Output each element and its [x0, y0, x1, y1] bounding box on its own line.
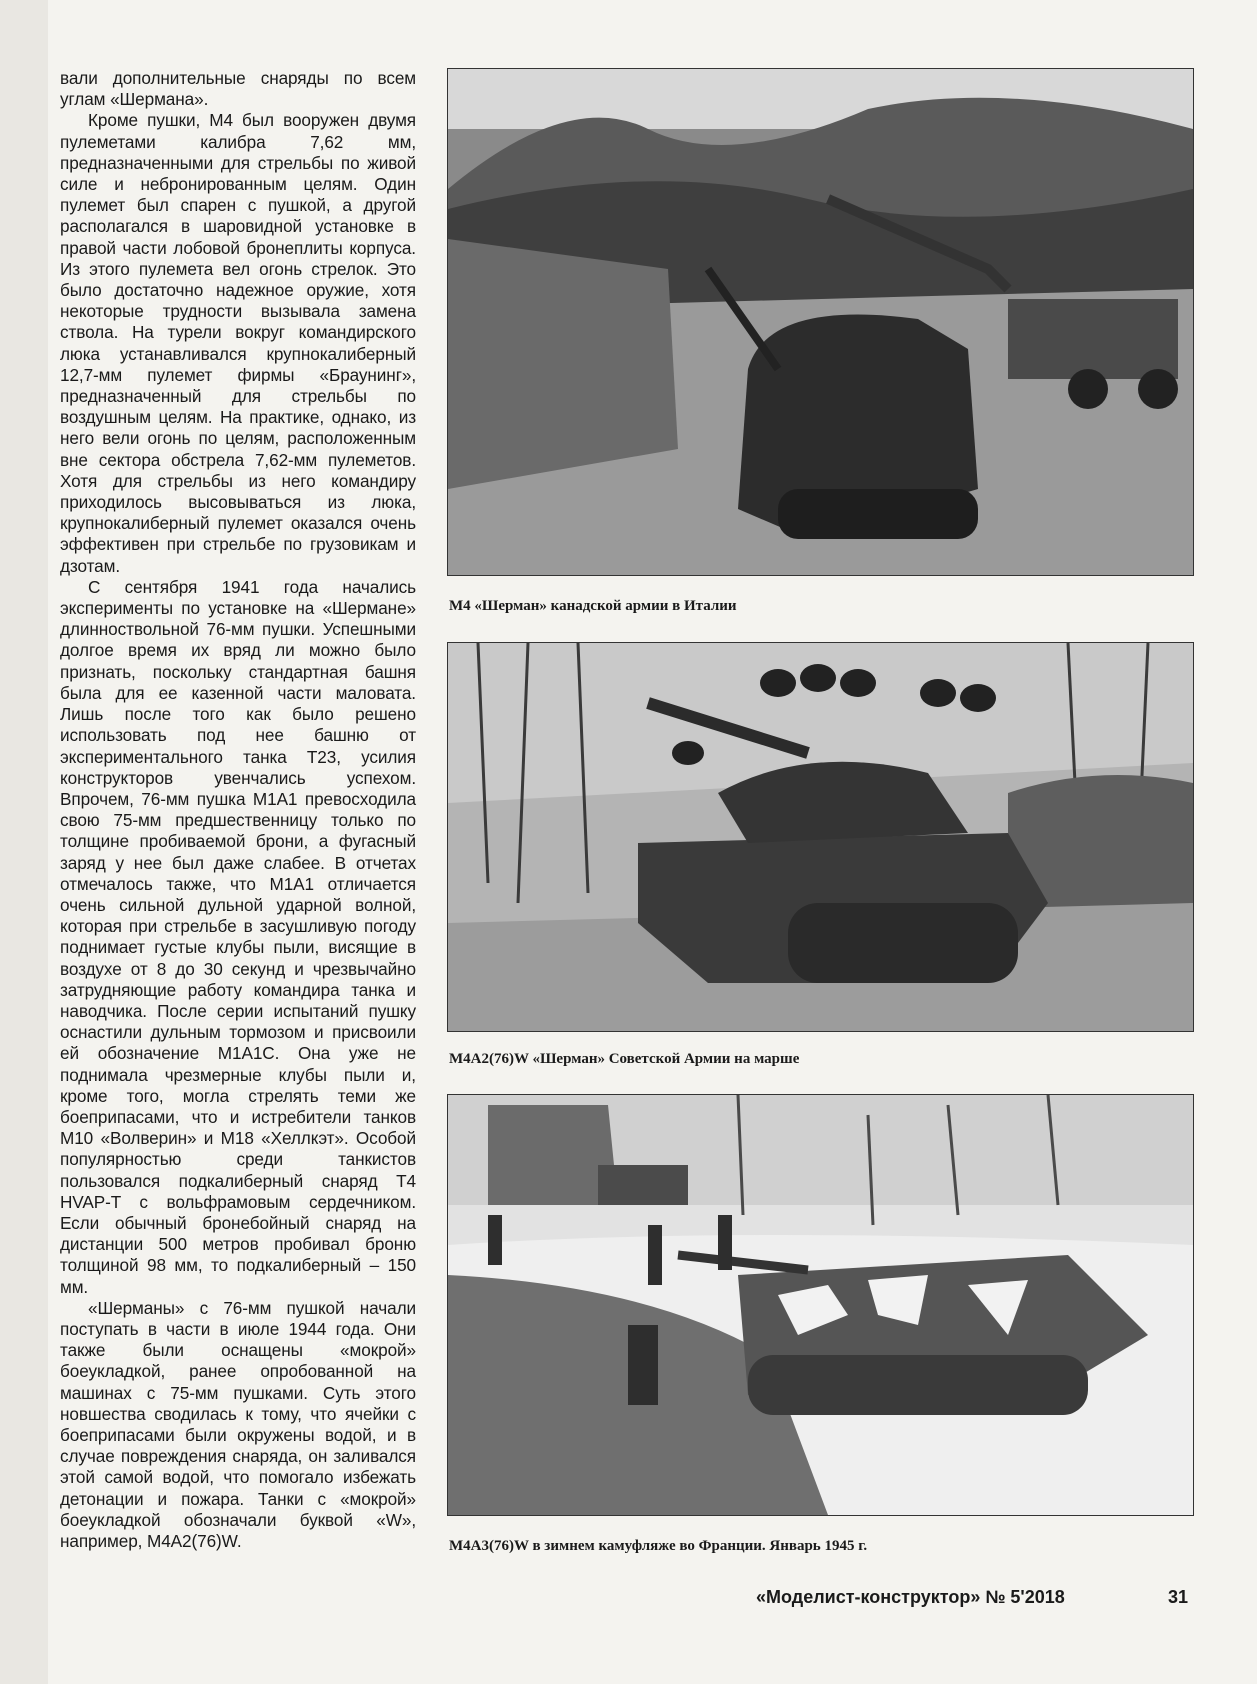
- photo-caption: М4А2(76)W «Шерман» Советской Армии на марше: [449, 1051, 800, 1067]
- page-number: 31: [1168, 1587, 1189, 1607]
- article-paragraph: С сентября 1941 года начались эксперименты по установке на «Шермане» длинноствольной 76-мм пушки. Успешными долгое время их вряд ли можно было признать, поскольку стандартная башня была для ее казенной части маловата. Лишь после того как было решено использовать под нее башню от экспериментального танка Т23, усилия конструкторов увенчались успехом. Впрочем, 76-мм пушка М1А1 превосходила свою 75-мм предшественницу только по толщине пробиваемой брони, а фугасный заряд у нее был даже слабее. В отчетах отмечалось также, что М1А1 отличается очень сильной дульной ударной волной, которая при стрельбе в засушливую погоду поднимает густые клубы пыли, висящие в воздухе от 8 до 30 секунд и чрезвычайно затрудняющие работу командира танка и наводчика. После серии испытаний пушку оснастили дульным тормозом и присвоили ей обозначение М1А1С. Она уже не поднимала чрезмерные клубы пыли и, кроме того, могла стрелять теми же боеприпасами, что и истребители танков М10 «Волверин» и М18 «Хеллкэт». Особой популярностью среди танкистов пользовался подкалиберный снаряд Т4 HVAP-T с вольфрамовым сердечником. Если обычный бронебойный снаряд на дистанции 500 метров пробивал броню толщиной 98 мм, то подкалиберный – 150 мм.: [60, 576, 416, 1297]
- article-paragraph: «Шерманы» с 76-мм пушкой начали поступать в части в июле 1944 года. Они также были оснащены «мокрой» боеукладкой, ранее опробованной на машинах с 75-мм пушками. Суть этого новшества сводилась к тому, что ячейки с боеприпасами были окружены водой, и в случае повреждения снаряда, он заливался этой самой водой, что помогало избежать детонации и пожара. Танки с «мокрой» боеукладкой обозначали буквой «W», например, М4А2(76)W.: [60, 1297, 416, 1552]
- article-paragraph: вали дополнительные снаряды по всем углам «Шермана».: [60, 68, 416, 110]
- magazine-footer-title: «Моделист-конструктор» № 5'2018: [756, 1587, 1065, 1607]
- article-text-column: [60, 68, 416, 1552]
- photo-sherman-winter-france: [447, 1094, 1194, 1516]
- photo-sherman-soviet-army: [447, 642, 1194, 1032]
- photo-caption: М4 «Шерман» канадской армии в Италии: [449, 598, 737, 614]
- photo-caption: М4А3(76)W в зимнем камуфляже во Франции. Январь 1945 г.: [449, 1538, 868, 1554]
- article-paragraph: Кроме пушки, М4 был вооружен двумя пулеметами калибра 7,62 мм, предназначенными для стрельбы по живой силе и небронированным целям. Один пулемет был спарен с пушкой, а другой располагался в шаровидной установке в правой части лобовой бронеплиты корпуса. Из этого пулемета вел огонь стрелок. Это было достаточно надежное оружие, хотя некоторые трудности вызывала замена ствола. На турели вокруг командирского люка устанавливался крупнокалиберный 12,7-мм пулемет фирмы «Браунинг», предназначенный для стрельбы по воздушным целям. На практике, однако, из него вели огонь по целям, расположенным вне сектора обстрела 7,62-мм пулеметов. Хотя для стрельбы из него командиру приходилось высовываться из люка, крупнокалиберный пулемет оказался очень эффективен при стрельбе по грузовикам и дзотам.: [60, 110, 416, 576]
- photo-sherman-italy: [447, 68, 1194, 576]
